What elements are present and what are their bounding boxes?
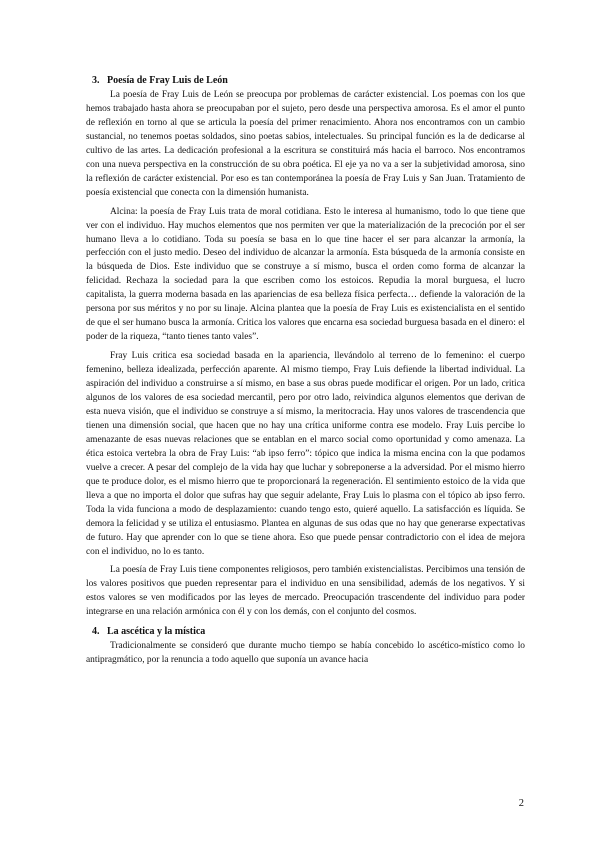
section-title: La ascética y la mística xyxy=(107,626,206,638)
section-number: 4. xyxy=(92,626,100,638)
section-number: 3. xyxy=(92,75,100,86)
paragraph: La poesía de Fray Luis tiene componentes religiosos, pero también existencialistas. Percibimos una tensión de los valores positivos que pueden representar para el individuo en una sensibilidad, además de los negativos. Y si estos valores se ven modificados por las leyes de mercado. Preocupación trascendente del individuo para poder integrarse en una relación armónica con él y con los demás, con el conjunto del cosmos. xyxy=(86,565,525,618)
section-title: Poesía de Fray Luis de León xyxy=(107,75,228,86)
page-number: 2 xyxy=(518,798,524,809)
section-heading-4 xyxy=(86,625,525,639)
paragraph: Tradicionalmente se consideró que durante mucho tiempo se había concebido lo ascético-místico como lo antipragmático, por la renuncia a todo aquello que suponía un avance hacia xyxy=(86,641,525,666)
paragraph: Fray Luis critica esa sociedad basada en la apariencia, llevándolo al terreno de lo femenino: el cuerpo femenino, belleza idealizada, perfección aparente. Al mismo tiempo, Fray Luis defiende la libertad individual. La aspiración del individuo a construirse a sí mismo, en base a sus obras puede modificar el origen. Por un lado, critica algunos de los valores de esa sociedad mercantil, pero por otro lado, reivindica algunos elementos que derivan de esta nueva visión, que el individuo se construye a sí mismo, la meritocracia. Hay unos valores de trascendencia que tienen una dimensión social, que hacen que no hay una crítica uniforme contra ese modelo. Fray Luis percibe lo amenazante de esas nuevas relaciones que se entablan en el marco social como oportunidad y como amenaza. La ética estoica vertebra la obra de Fray Luis: “ab ipso ferro”: tópico que indica la misma encina con la que podamos vuelve a crecer. A pesar del complejo de la vida hay que luchar y sobreponerse a la adversidad. Por el mismo hierro que te produce dolor, es el mismo hierro que te proporcionará la regeneración. El sentimiento estoico de la vida que lleva a que no importa el dolor que sufras hay que seguir adelante, Fray Luis lo plasma con el tópico ab ipso ferro. Toda la vida funciona a modo de desplazamiento: cuando tengo esto, quieré aquello. La satisfacción es líquida. Se demora la felicidad y se utiliza el entusiasmo. Plantea en algunas de sus odas que no hay que generarse expectativas de futuro. Hay que aprender con lo que se tiene ahora. Eso que puede pensar contradictorio con el idea de mejora con el individuo, no lo es tanto. xyxy=(86,351,525,557)
paragraph: La poesía de Fray Luis de León se preocupa por problemas de carácter existencial. Los poemas con los que hemos trabajado hasta ahora se preocupaban por el sujeto, pero desde una perspectiva amorosa. Es el amor el punto de reflexión en torno al que se articula la poesía del primer renacimiento. Ahora nos encontramos con un cambio sustancial, no tenemos poetas soldados, sino poetas sabios, intelectuales. Su principal función es la de dedicarse al cultivo de las artes. La dedicación profesional a la escritura se constituirá más hacia el barroco. Nos encontramos con una nueva perspectiva en la construcción de su obra poética. El eje ya no va a ser la subjetividad amorosa, sino la reflexión de carácter existencial. Por eso es tan contemporánea la poesía de Fray Luis y San Juan. Tratamiento de poesía existencial que conecta con la dimensión humanista. xyxy=(86,90,525,198)
section-heading-3 xyxy=(86,74,525,88)
paragraph: Alcina: la poesía de Fray Luis trata de moral cotidiana. Esto le interesa al humanismo, todo lo que tiene que ver con el individuo. Hay muchos elementos que nos permiten ver que la materialización de la precoción por el ser humano lleva a lo cotidiano. Toda su poesía se basa en lo que tine hacer el ser para alcanzar la armonía, la perfección con el justo medio. Deseo del individuo de alcanzar la armonía. Esta búsqueda de la armonía consiste en la búsqueda de Dios. Este individuo que se construye a sí mismo, busca el orden como forma de alcanzar la felicidad. Rechaza la sociedad para la que escriben como los estoicos. Repudia la moral burguesa, el lucro capitalista, la guerra moderna basada en las apariencias de esa belleza física perfecta… defiende la valoración de la persona por sus méritos y no por su linaje. Alcina plantea que la poesía de Fray Luis es existencialista en el sentido de que el ser humano busca la armonía. Critica los valores que encarna esa sociedad burguesa basada en el dinero: el poder de la riqueza, “tanto tienes tanto vales”. xyxy=(86,206,525,343)
